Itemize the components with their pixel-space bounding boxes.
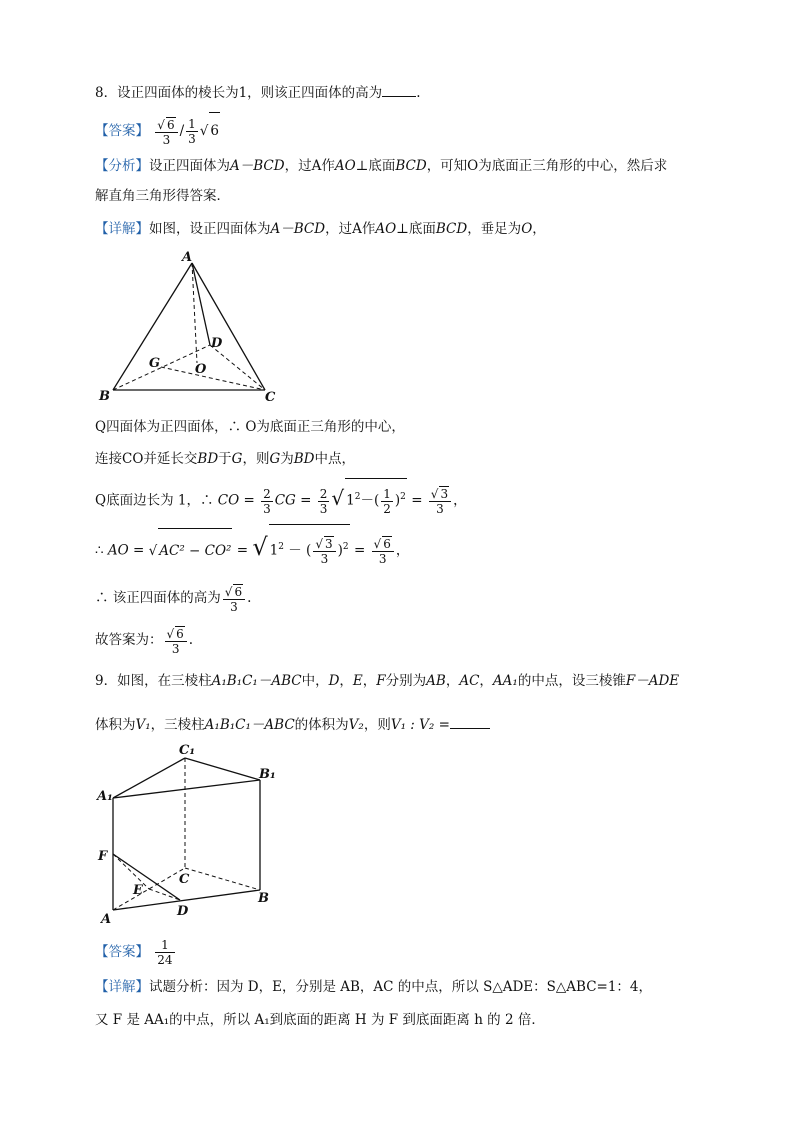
text: ，则 (363, 717, 391, 733)
text: 体积为 (95, 717, 136, 733)
answer-tag: 【答案】 (95, 944, 149, 960)
label-b: B (99, 389, 110, 404)
denominator: 3 (378, 552, 387, 566)
segment-ao (192, 263, 197, 363)
segment-fe (113, 854, 149, 889)
q8-question-text: 8．设正四面体的棱长为1，则该正四面体的高为 (95, 85, 383, 101)
numerator: 2 (263, 486, 271, 501)
radicand: 6 (209, 112, 220, 149)
label-o: O (195, 362, 207, 377)
denominator: 3 (263, 501, 271, 516)
math: BCD (395, 158, 427, 174)
label-b: B (258, 891, 269, 906)
denominator: 3 (319, 501, 328, 516)
label-g: G (149, 356, 161, 371)
radical-body: $1^2-$( $\frac{1}{2}$ )$^2$ (345, 478, 407, 519)
q8-analysis-line1 (95, 157, 667, 175)
answer-fraction-2 (186, 117, 198, 146)
equals: = (411, 492, 423, 509)
equals: = (236, 542, 249, 559)
text: ∴ (95, 542, 104, 559)
fraction (318, 487, 330, 516)
fraction: $\frac{√ 6}{3}$ (372, 536, 394, 566)
math: AC (459, 673, 480, 689)
text: ， (445, 673, 460, 689)
fraction: $\frac{√ 3}{3}$ (429, 486, 451, 516)
math: A－BCD (270, 221, 326, 237)
detail-tag: 【详解】 (95, 221, 149, 237)
label-e: E (133, 883, 143, 898)
q9-answer (95, 932, 177, 972)
text: 分别为 (385, 673, 427, 689)
base: 1 (269, 542, 279, 559)
q8-step1: Q四面体为正四面体，∴ O为底面正三角形的中心， (95, 419, 405, 435)
denominator: 3 (436, 502, 444, 516)
q8-analysis-line2: 解直角三角形得答案． (95, 188, 230, 204)
math: AO (375, 221, 397, 237)
q8-question (95, 84, 420, 102)
answer-fraction (155, 938, 174, 967)
minus: － (360, 492, 374, 509)
q8-step3: Q底面边长为 1，∴ CO = $\frac{2}{3}$ CG = $\frac{2}{3}$ √ $1^2-$( $\frac{1}{2}$ )$^2$ = $\frac{√ 3}{3}$ ， (95, 478, 467, 514)
math: CG (274, 492, 296, 509)
denominator: 3 (188, 132, 196, 146)
answer-blank (450, 716, 490, 729)
text: ∴ 该正四面体的高为 (95, 590, 221, 606)
math: A₁B₁C₁－ABC (211, 673, 302, 689)
math: V₂ (348, 717, 364, 733)
q8-detail-line1 (95, 220, 546, 238)
segment-gc (161, 367, 265, 390)
numerator: 1 (188, 117, 196, 131)
minus: － (288, 542, 302, 559)
text: ，垂足为 (467, 221, 522, 237)
math: BCD (435, 221, 468, 237)
label-a: A (182, 250, 193, 265)
math: AA₁ (492, 673, 518, 689)
denominator: 24 (157, 953, 173, 967)
text: ， (453, 492, 467, 509)
fraction: $\frac{√ 3}{3}$ (313, 536, 335, 566)
math: D (328, 673, 340, 689)
answer-tag: 【答案】 (95, 123, 149, 139)
equals: = (133, 542, 145, 559)
q9-detail1 (95, 978, 652, 996)
radicand: 6 (176, 626, 184, 641)
label-d: D (211, 336, 223, 351)
text: ⊥底面 (355, 158, 396, 174)
text: 设正四面体为 (149, 158, 230, 174)
edge-c1b1 (185, 758, 260, 780)
text: 的体积为 (294, 717, 349, 733)
text: 连接CO并延长交 (95, 451, 198, 467)
q8-answer: 【答案】 $\frac{√ 6}{3}$ / $\frac{1}{3}$ √ 6 (95, 112, 220, 148)
denominator: 3 (162, 132, 171, 147)
q8-step6 (95, 622, 193, 658)
math: BD (197, 451, 219, 467)
answer-separator: / (179, 123, 185, 139)
radicand: 3 (440, 487, 449, 501)
math: CO (217, 492, 240, 509)
answer-blank (382, 84, 416, 97)
text: 9．如图，在三棱柱 (95, 673, 212, 689)
math: V₁ (135, 717, 151, 733)
edge-a1c1 (113, 758, 185, 798)
text: ， (395, 542, 410, 559)
text: ，过A作 (284, 158, 335, 174)
math: F－ADE (625, 673, 680, 689)
text: 为 (280, 451, 294, 467)
text: ， (339, 673, 353, 689)
tetrahedron-figure (95, 245, 295, 410)
text: 中点， (314, 451, 355, 467)
text: ，则 (242, 451, 270, 467)
text: 于 (218, 451, 232, 467)
denominator: 3 (320, 552, 329, 566)
math: G (269, 451, 281, 467)
text: ，可知O为底面正三角形的中心，然后求 (426, 158, 668, 174)
label-b1: B₁ (259, 767, 276, 782)
math: A₁B₁C₁－ABC (204, 717, 295, 733)
fraction: $\frac{√ 6}{3}$ (223, 584, 245, 614)
text: 故答案为： (95, 632, 163, 648)
label-d: D (177, 904, 189, 919)
text: ⊥底面 (396, 221, 436, 237)
denominator: 2 (383, 501, 391, 516)
period: . (416, 85, 421, 101)
period: . (247, 590, 252, 606)
text: ， (532, 221, 546, 237)
text: Q底面边长为 1，∴ (95, 492, 214, 509)
radicand: 6 (383, 537, 391, 551)
fraction (261, 487, 273, 516)
math: G (231, 451, 243, 467)
radical-body: $1^2$ － ( $\frac{√ 3}{3}$ )$^2$ (269, 524, 350, 573)
equals: = (353, 542, 366, 559)
segment-ed (149, 889, 180, 900)
text: 如图，设正四面体为 (149, 221, 271, 237)
math: AO (334, 158, 356, 174)
text: 的中点，设三棱锥 (517, 673, 626, 689)
label-c: C (265, 390, 276, 405)
numerator: 1 (383, 486, 391, 501)
text: 中， (301, 673, 329, 689)
radicand: AC² − CO² (158, 528, 232, 573)
fraction: $\frac{√ 6}{3}$ (165, 626, 187, 656)
radicand: 6 (234, 584, 243, 599)
base: 1 (346, 492, 355, 509)
q8-step5 (95, 580, 251, 616)
q9-detail2: 又 F 是 AA₁的中点，所以 A₁到底面的距离 H 为 F 到底面距离 h 的 2 倍． (95, 1012, 545, 1028)
period: . (188, 632, 194, 648)
text: ， (479, 673, 493, 689)
q9-line2 (95, 716, 490, 734)
label-f: F (98, 849, 108, 864)
math: O (521, 221, 533, 237)
q8-step2 (95, 450, 355, 468)
q9-line1 (95, 672, 679, 690)
edge-dc (210, 345, 265, 390)
math: E (352, 673, 363, 689)
denominator: 3 (230, 599, 238, 614)
text: ， (362, 673, 377, 689)
text: 试题分析：因为 D，E，分别是 AB，AC 的中点，所以 S△ADE：S△ABC=1：4， (149, 979, 653, 995)
label-c1: C₁ (179, 743, 196, 758)
fraction (381, 487, 393, 516)
math: F (376, 673, 386, 689)
q8-step4: ∴ AO = √ AC² − CO² = √ $1^2$ － ( $\frac{√ 3}{3}$ )$^2$ = $\frac{√ 6}{3}$ ， (95, 524, 409, 568)
edge-a1b1 (113, 780, 260, 798)
detail-tag: 【详解】 (95, 979, 149, 995)
math: AB (426, 673, 446, 689)
math: BD (293, 451, 315, 467)
radicand: 6 (166, 117, 175, 132)
edge-ad (192, 263, 210, 345)
math: V₁ : V₂ = (390, 717, 450, 733)
answer-fraction-1: $\frac{√ 6}{3}$ (155, 117, 177, 147)
label-a1: A₁ (97, 789, 113, 804)
edge-cb (185, 868, 260, 890)
numerator: 2 (319, 486, 328, 501)
numerator: 1 (155, 938, 174, 953)
radicand: 3 (324, 537, 333, 551)
equals: = (243, 492, 255, 509)
label-a: A (101, 912, 112, 927)
math: AO (107, 542, 129, 559)
text: ，过A作 (325, 221, 376, 237)
equals: = (300, 492, 312, 509)
prism-figure (95, 740, 285, 930)
analysis-tag: 【分析】 (95, 158, 149, 174)
text: ，三棱柱 (150, 717, 205, 733)
denominator: 3 (171, 641, 180, 656)
label-c: C (179, 872, 190, 887)
math: A－BCD (230, 158, 285, 174)
